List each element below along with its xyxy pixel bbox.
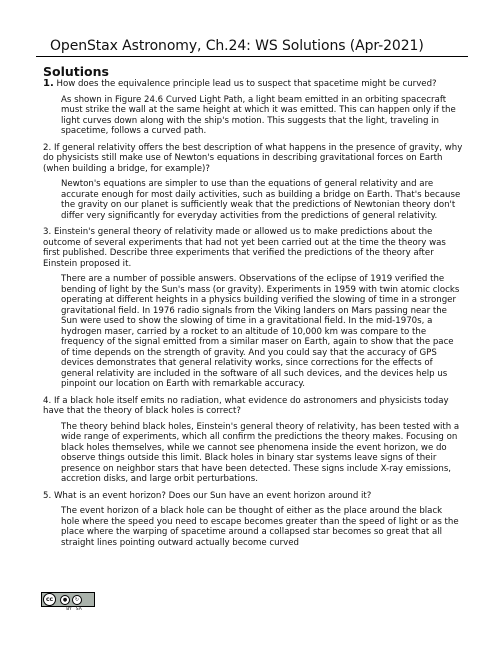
question-number: 3. (43, 227, 52, 237)
cc-license-badge[interactable] (41, 592, 95, 611)
answer-text: As shown in Figure 24.6 Curved Light Path, a light beam emitted in an orbiting spacecraft must strike the wall at the same height at which it was emitted. This can happen only if the light curves down along with the ship's motion. This suggests that the light, traveling in spacetime, follows a curved path. (61, 94, 456, 136)
question-text (43, 491, 463, 502)
cc-labels (66, 607, 82, 612)
question-text (43, 79, 463, 90)
question-text (43, 396, 463, 417)
answer-text: There are a number of possible answers. Observations of the eclipse of 1919 verified the bending of light by the Sun's mass (or gravity). Experiments in 1959 with twin atomic clocks operating at different heights in a physics building verified the slowing of time in a stronger gravitational field. In 1976 radio signals from the Viking landers on Mars passing near the Sun were used to show the slowing of time in a gravitational field. In the mid-1970s, a hydrogen maser, carried by a rocket to an altitude of 10,000 km was compare to the frequency of the signal emitted from a similar maser on Earth, again to show that the pace of time depends on the strength of gravity. And you could say that the accuracy of GPS devices demonstrates that general relativity works, since corrections for the effects of general relativity are included in the software of all such devices, and the devices help us pinpoint our location on Earth with remarkable accuracy. (61, 274, 460, 389)
cc-sa-label: SA (75, 607, 82, 612)
answer-text: The theory behind black holes, Einstein's general theory of relativity, has been tested with a wide range of experiments, which all confirm the predictions the theory makes. Focusing on black holes themselves, while we cannot see phenomena inside the event horizon, we do observe things outside this limit. Black holes in binary star systems leave signs of their presence on neighbor stars that have been detected. These signs include X-ray emissions, accretion disks, and large orbit perturbations. (61, 421, 460, 484)
question-number: 5. (43, 490, 52, 501)
question-number: 1. (43, 78, 54, 89)
cc-badge-frame (41, 592, 95, 607)
question-body: If a black hole itself emits no radiation, what evidence do astronomers and physicists today have that the theory of black holes is correct? (43, 395, 449, 416)
qa-item-4 (43, 396, 463, 485)
question-number: 2. (43, 142, 52, 153)
question-number: 4. (43, 395, 52, 406)
answer-text: Newton's equations are simpler to use than the equations of general relativity and are accurate enough for most daily activities, such as building a bridge on Earth. That's because the gravity on our planet is sufficiently weak that the predictions of Newtonian theory don't differ very significantly for everyday activities from the predictions of general relativity. (61, 179, 461, 221)
title-underline (36, 56, 468, 58)
answer-text: The event horizon of a black hole can be thought of either as the place around the black hole where the speed you need to escape becomes greater than the speed of light or as the place where the warping of spacetime around a collapsed star becomes so great that all straight lines pointing outward actually become curved (61, 506, 459, 548)
question-text (43, 143, 463, 175)
solutions-content (43, 65, 463, 554)
qa-item-1 (43, 79, 463, 137)
qa-item-3 (43, 227, 463, 390)
qa-item-2 (43, 143, 463, 222)
question-text (43, 227, 463, 269)
person-icon: ● (60, 595, 70, 605)
question-body: If general relativity offers the best description of what happens in the presence of gravity, why do physicists still make use of Newton's equations in describing gravitational forces on Earth (when building a bridge, for example)? (43, 142, 463, 174)
cc-icon: cc (43, 593, 56, 606)
question-body: Einstein's general theory of relativity made or allowed us to make predictions about the outcome of several experiments that had not yet been carried out at the time the theory was first published. Describe three experiments that verified the predictions of the theory after Einstein proposed it. (43, 227, 446, 269)
qa-item-5 (43, 491, 463, 549)
question-body: How does the equivalence principle lead us to suspect that spacetime might be curved? (56, 79, 437, 89)
section-heading: Solutions (43, 64, 109, 79)
question-body: What is an event horizon? Does our Sun have an event horizon around it? (53, 490, 372, 501)
share-alike-icon: ↻ (72, 595, 82, 605)
cc-license-icons (60, 595, 82, 605)
cc-by-label: BY (66, 607, 72, 612)
document-title: OpenStax Astronomy, Ch.24: WS Solutions (Apr-2021) (50, 38, 424, 54)
